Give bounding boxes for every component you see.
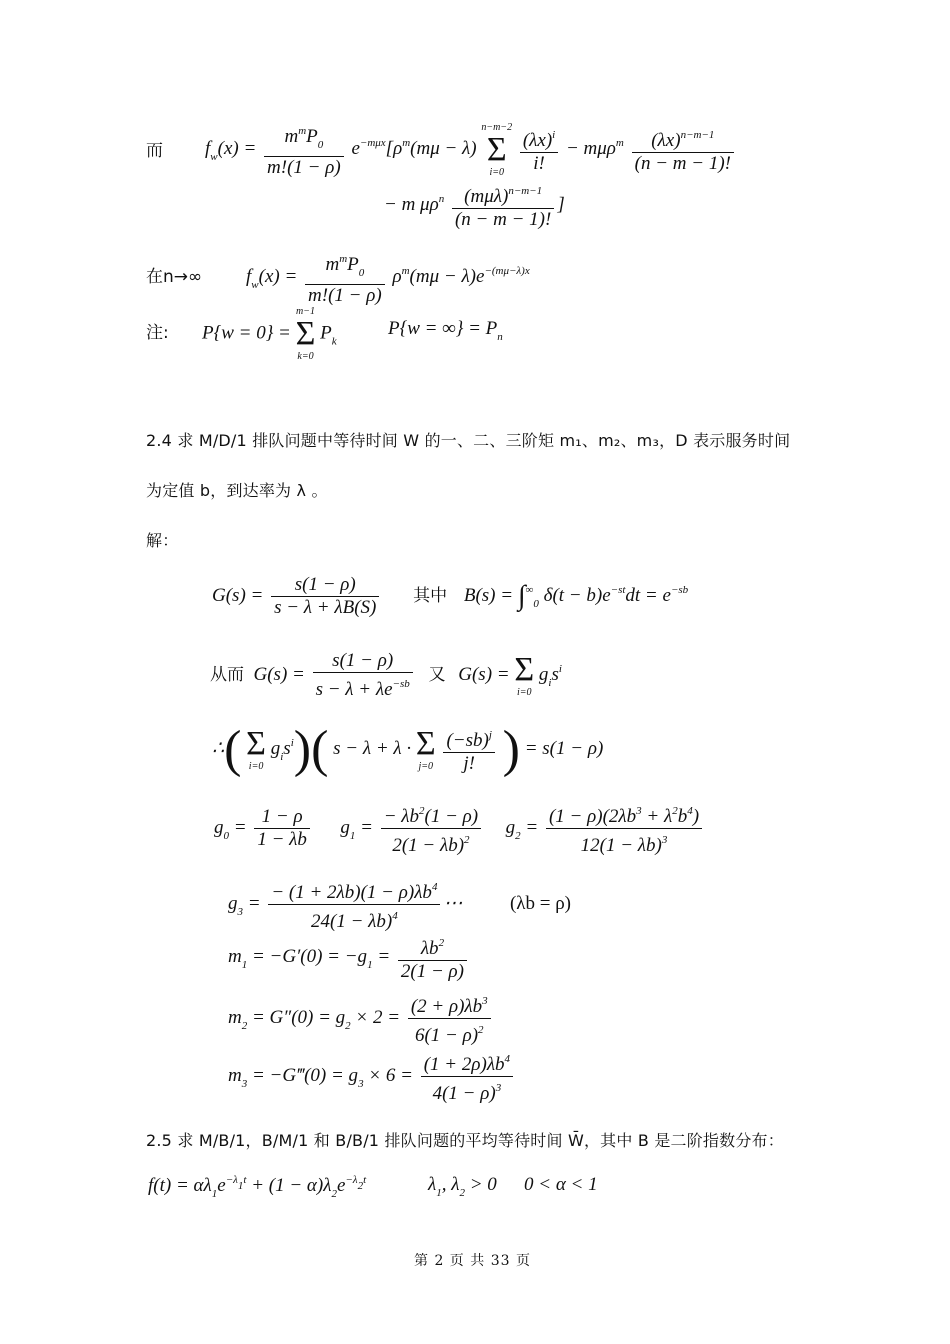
problem-2-5-text-line1: 2.5 求 M/B/1，B/M/1 和 B/B/1 排队问题的平均等待时间 W̄，其中 B 是二阶指数分布：: [146, 1131, 784, 1150]
problem-2-4-text-line1: 2.4 求 M/D/1 排队问题中等待时间 W 的一、二、三阶矩 m₁、m₂、m₃，D 表示服务时间: [146, 431, 791, 450]
note-formula-left: P{w = 0} = m−1 Σ k=0 $P_k$: [202, 306, 337, 362]
er-label: 而: [146, 141, 163, 161]
eq-alpha-condition: 0 < α < 1: [524, 1174, 598, 1195]
fw-formula-line1: $f_w(x)$ = $\frac{m^mP_0}{m!(1 - \rho)}$ $e^{-m\mu x}[\rho^m(m\mu - \lambda)$ n−m−2 Σ i=0 $\frac{(\lambda x)^i}{i!}$ − mμρ$^m$ $\frac{(\lambda x)^{n-m-1}}{(n - m - 1)!}$: [205, 120, 737, 179]
problem-2-4-text-line2: 为定值 b，到达率为 λ 。: [146, 481, 328, 500]
eq-g0-g1-g2: $g_0$ = $\frac{1 - \rho}{1 - \lambda b}$ $g_1$ = $\frac{- \lambda b^2(1 - \rho)}{2(1 - \lambda b)^2}$ $g_2$ = $\frac{(1 - \rho)(2\lambda b^3 + \lambda^2b^4)}{12(1 - \lambda b)^3}$: [214, 800, 705, 857]
eq-m2: $m_2 = G''(0) = g_2 \times 2$ = $\frac{(2 + \rho)\lambda b^3}{6(1 - \rho)^2}$: [228, 990, 494, 1047]
eq-therefore: ∴( Σ i=0 $g_is^i$)( s − λ + λ · Σ j=0 $\frac{(-sb)^j}{j!}$ ) = s(1 − ρ): [212, 721, 604, 778]
eq-g-expanded: 从而 G(s) = $\frac{s(1 - \rho)}{s - \lambda + \lambda e^{-sb}}$ 又 G(s) = Σ i=0 $g_is^i$: [210, 650, 562, 700]
inf-label: 在n→∞: [146, 267, 203, 287]
eq-f-of-t: $f(t) = \alpha\lambda_1e^{-\lambda_1t} + (1 - \alpha)\lambda_2e^{-\lambda_2t}$: [148, 1174, 367, 1200]
page-footer: 第 2 页 共 33 页: [414, 1253, 531, 1269]
eq-g-of-s: G(s) = $\frac{s(1 - \rho)}{s - \lambda + \lambda B(S)}$ 其中 $B(s) = \int^\infty_0$ $\delta(t - b)e^{-st}dt = e^{-sb}$: [212, 574, 689, 618]
note-formula-right: P{w = ∞} = $P_n$: [388, 318, 503, 343]
eq-m3: $m_3$ = −G‴(0) = $g_3 \times 6$ = $\frac{(1 + 2\rho)\lambda b^4}{4(1 - \rho)^3}$: [228, 1048, 516, 1105]
eq-g3: $g_3$ = $\frac{- (1 + 2\lambda b)(1 - \rho)\lambda b^4}{24(1 - \lambda b)^4}$ ⋯ (λb = ρ): [228, 876, 571, 933]
eq-lambda-condition: $\lambda_1$, $\lambda_2 > 0$: [428, 1174, 497, 1199]
solution-label: 解：: [146, 531, 179, 550]
note-label: 注:: [146, 323, 169, 343]
fw-formula-line2: − m $\mu\rho^n$ $\frac{(m\mu\lambda)^{n-m-1}}{(n - m - 1)!}$ ]: [384, 180, 565, 231]
eq-m1: $m_1 = -G'(0) = -g_1$ = $\frac{\lambda b^2}{2(1 - \rho)}$: [228, 932, 470, 983]
fw-limit-formula: $f_w(x)$ = $\frac{m^mP_0}{m!(1 - \rho)}$ $\rho^m(m\mu - \lambda)e^{-(m\mu-\lambda)x}$: [246, 248, 530, 307]
